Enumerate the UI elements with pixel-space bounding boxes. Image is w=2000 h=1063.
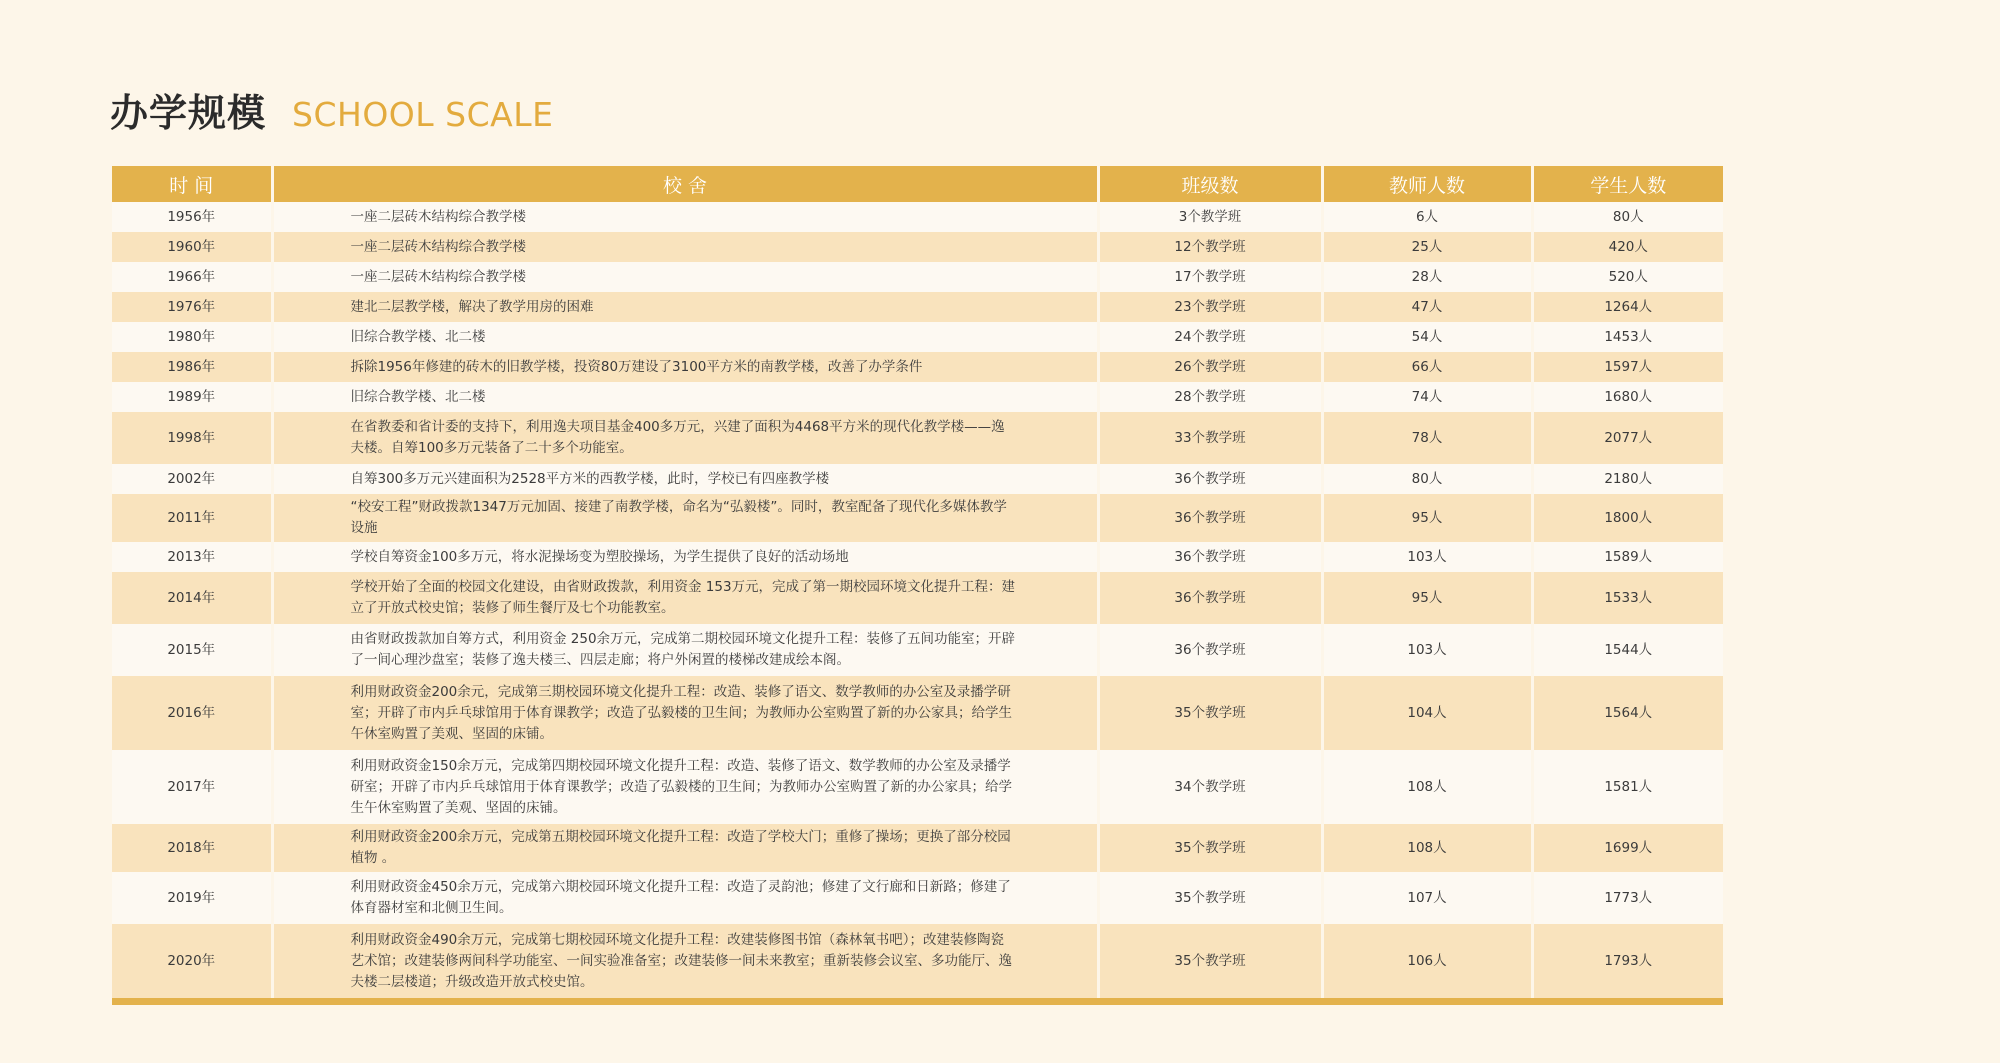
cell-teachers: 74人 [1322,382,1532,412]
header-school-buildings: 校 舍 [272,166,1098,202]
cell-teachers: 78人 [1322,412,1532,464]
table-row [112,872,1723,924]
cell-year: 1986年 [112,352,272,382]
cell-teachers: 66人 [1322,352,1532,382]
cell-teachers: 25人 [1322,232,1532,262]
header-class-count: 班级数 [1098,166,1322,202]
cell-year: 1998年 [112,412,272,464]
table-row [112,464,1723,494]
cell-school: 利用财政资金200余元，完成第三期校园环境文化提升工程：改造、装修了语文、数学教师的办公室及录播学研室；开辟了市内乒乓球馆用于体育课教学；改造了弘毅楼的卫生间；为教师办公室购置了新的办公家具；给学生午休室购置了美观、坚固的床铺。 [272,676,1098,750]
cell-school: 利用财政资金150余万元，完成第四期校园环境文化提升工程：改造、装修了语文、数学教师的办公室及录播学研室；开辟了市内乒乓球馆用于体育课教学；改造了弘毅楼的卫生间；为教师办公室购置了新的办公家具；给学生午休室购置了美观、坚固的床铺。 [272,750,1098,824]
cell-classes: 36个教学班 [1098,572,1322,624]
cell-classes: 17个教学班 [1098,262,1322,292]
cell-students: 1564人 [1532,676,1723,750]
table-row [112,232,1723,262]
cell-teachers: 108人 [1322,824,1532,872]
cell-students: 1773人 [1532,872,1723,924]
page-title [110,82,553,137]
cell-year: 1976年 [112,292,272,322]
cell-students: 1544人 [1532,624,1723,676]
cell-students: 1793人 [1532,924,1723,998]
cell-students: 1680人 [1532,382,1723,412]
cell-classes: 28个教学班 [1098,382,1322,412]
cell-students: 520人 [1532,262,1723,292]
cell-school: 建北二层教学楼，解决了教学用房的困难 [272,292,1098,322]
cell-students: 1581人 [1532,750,1723,824]
table-row [112,352,1723,382]
page-title-english: SCHOOL SCALE [292,95,554,134]
cell-students: 1533人 [1532,572,1723,624]
cell-students: 1453人 [1532,322,1723,352]
cell-classes: 23个教学班 [1098,292,1322,322]
cell-students: 80人 [1532,202,1723,232]
table-row [112,750,1723,824]
table-row [112,382,1723,412]
table-row [112,412,1723,464]
table-row [112,676,1723,750]
cell-students: 1597人 [1532,352,1723,382]
cell-classes: 33个教学班 [1098,412,1322,464]
cell-school: 一座二层砖木结构综合教学楼 [272,262,1098,292]
cell-year: 2015年 [112,624,272,676]
cell-classes: 36个教学班 [1098,494,1322,542]
table-row [112,624,1723,676]
cell-year: 2016年 [112,676,272,750]
table-row [112,322,1723,352]
cell-classes: 35个教学班 [1098,872,1322,924]
cell-school: 在省教委和省计委的支持下，利用逸夫项目基金400多万元，兴建了面积为4468平方米的现代化教学楼——逸夫楼。自筹100多万元装备了二十多个功能室。 [272,412,1098,464]
table-row [112,824,1723,872]
cell-students: 1699人 [1532,824,1723,872]
cell-school: 学校开始了全面的校园文化建设，由省财政拨款，利用资金 153万元，完成了第一期校园环境文化提升工程：建立了开放式校史馆；装修了师生餐厅及七个功能教室。 [272,572,1098,624]
cell-classes: 35个教学班 [1098,676,1322,750]
page-title-chinese: 办学规模 [110,91,267,135]
table-row [112,924,1723,998]
table-header-row [112,166,1723,202]
cell-teachers: 80人 [1322,464,1532,494]
cell-school: 一座二层砖木结构综合教学楼 [272,202,1098,232]
table-row [112,542,1723,572]
school-scale-table-container [112,166,1723,1005]
cell-school: 旧综合教学楼、北二楼 [272,322,1098,352]
cell-classes: 12个教学班 [1098,232,1322,262]
table-header [112,166,1723,202]
cell-students: 420人 [1532,232,1723,262]
cell-year: 1989年 [112,382,272,412]
cell-classes: 26个教学班 [1098,352,1322,382]
cell-school: 拆除1956年修建的砖木的旧教学楼，投资80万建设了3100平方米的南教学楼，改善了办学条件 [272,352,1098,382]
cell-school: 自筹300多万元兴建面积为2528平方米的西教学楼，此时，学校已有四座教学楼 [272,464,1098,494]
cell-classes: 36个教学班 [1098,464,1322,494]
table-bottom-bar [112,998,1723,1005]
cell-year: 2018年 [112,824,272,872]
cell-teachers: 54人 [1322,322,1532,352]
school-scale-table [112,166,1723,998]
cell-year: 2011年 [112,494,272,542]
cell-teachers: 47人 [1322,292,1532,322]
cell-year: 2017年 [112,750,272,824]
cell-students: 2077人 [1532,412,1723,464]
cell-classes: 3个教学班 [1098,202,1322,232]
cell-classes: 35个教学班 [1098,824,1322,872]
cell-year: 1980年 [112,322,272,352]
cell-teachers: 108人 [1322,750,1532,824]
header-year: 时 间 [112,166,272,202]
cell-year: 2019年 [112,872,272,924]
cell-students: 2180人 [1532,464,1723,494]
table-row [112,494,1723,542]
cell-year: 2014年 [112,572,272,624]
cell-students: 1589人 [1532,542,1723,572]
cell-year: 2020年 [112,924,272,998]
cell-school: 旧综合教学楼、北二楼 [272,382,1098,412]
cell-year: 1966年 [112,262,272,292]
table-body [112,202,1723,998]
header-teacher-count: 教师人数 [1322,166,1532,202]
cell-classes: 36个教学班 [1098,542,1322,572]
cell-school: 学校自筹资金100多万元，将水泥操场变为塑胶操场，为学生提供了良好的活动场地 [272,542,1098,572]
cell-classes: 35个教学班 [1098,924,1322,998]
cell-teachers: 6人 [1322,202,1532,232]
cell-teachers: 107人 [1322,872,1532,924]
cell-school: 利用财政资金450余万元，完成第六期校园环境文化提升工程：改造了灵韵池；修建了文行廊和日新路；修建了体育器材室和北侧卫生间。 [272,872,1098,924]
cell-students: 1264人 [1532,292,1723,322]
cell-year: 2002年 [112,464,272,494]
cell-classes: 34个教学班 [1098,750,1322,824]
cell-teachers: 103人 [1322,542,1532,572]
cell-students: 1800人 [1532,494,1723,542]
table-row [112,262,1723,292]
cell-school: 利用财政资金200余万元，完成第五期校园环境文化提升工程：改造了学校大门；重修了操场；更换了部分校园植物 。 [272,824,1098,872]
table-row [112,202,1723,232]
table-row [112,572,1723,624]
cell-school: “校安工程”财政拨款1347万元加固、接建了南教学楼，命名为“弘毅楼”。同时，教室配备了现代化多媒体教学设施 [272,494,1098,542]
cell-teachers: 104人 [1322,676,1532,750]
cell-school: 由省财政拨款加自筹方式，利用资金 250余万元，完成第二期校园环境文化提升工程：装修了五间功能室；开辟了一间心理沙盘室；装修了逸夫楼三、四层走廊；将户外闲置的楼梯改建成绘本阁。 [272,624,1098,676]
cell-classes: 24个教学班 [1098,322,1322,352]
cell-year: 1956年 [112,202,272,232]
cell-school: 利用财政资金490余万元，完成第七期校园环境文化提升工程：改建装修图书馆（森林氧书吧）；改建装修陶瓷艺术馆；改建装修两间科学功能室、一间实验准备室；改建装修一间未来教室；重新装修会议室、多功能厅、逸夫楼二层楼道；升级改造开放式校史馆。 [272,924,1098,998]
cell-teachers: 28人 [1322,262,1532,292]
header-student-count: 学生人数 [1532,166,1723,202]
cell-teachers: 103人 [1322,624,1532,676]
cell-teachers: 106人 [1322,924,1532,998]
cell-year: 1960年 [112,232,272,262]
cell-teachers: 95人 [1322,494,1532,542]
cell-teachers: 95人 [1322,572,1532,624]
cell-classes: 36个教学班 [1098,624,1322,676]
cell-year: 2013年 [112,542,272,572]
cell-school: 一座二层砖木结构综合教学楼 [272,232,1098,262]
table-row [112,292,1723,322]
